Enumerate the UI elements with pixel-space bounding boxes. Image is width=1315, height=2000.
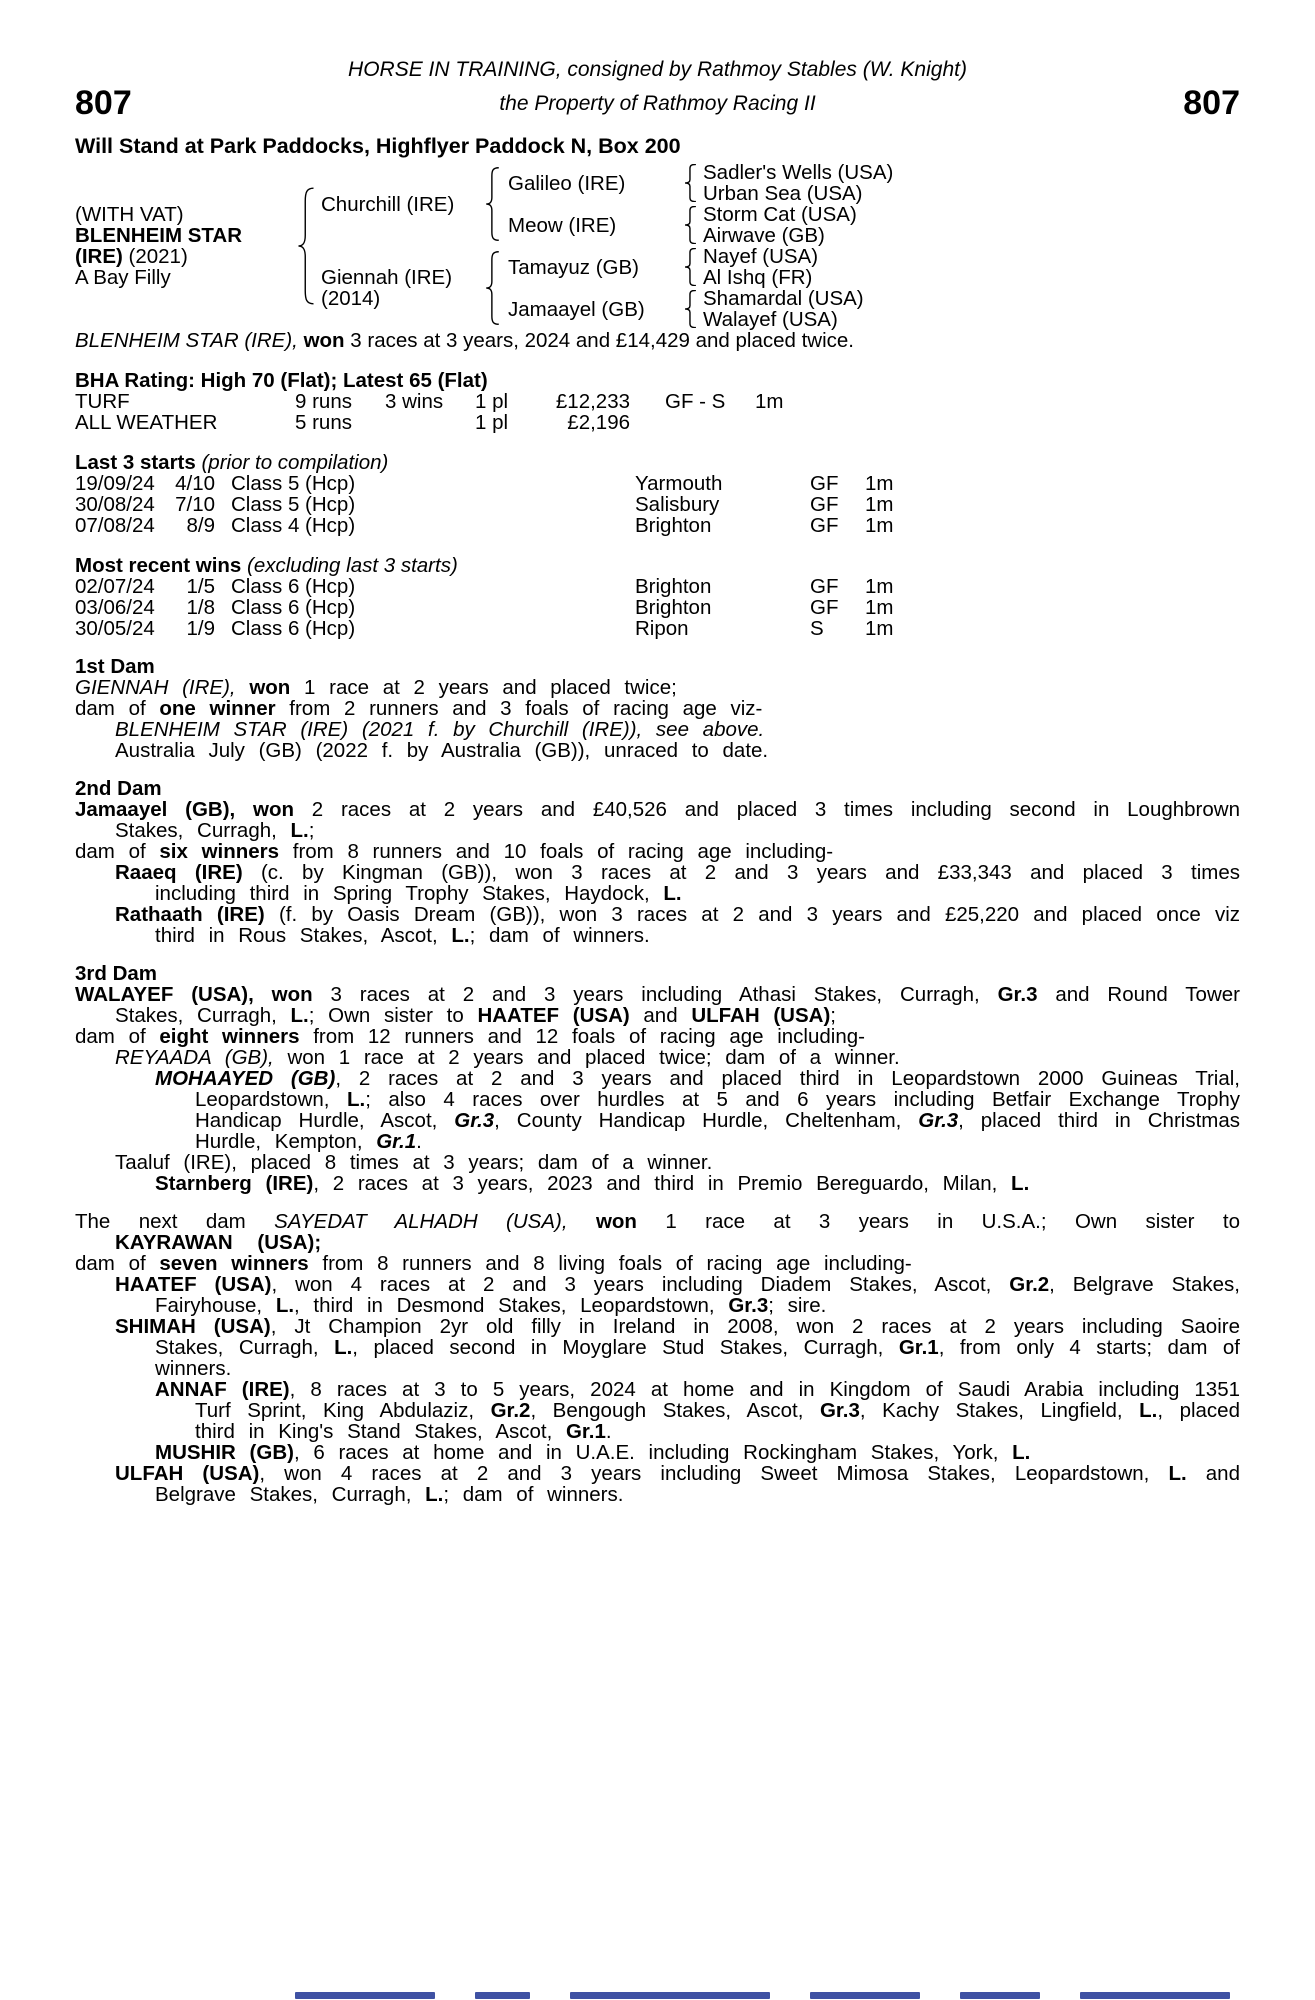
text-segment: dam of (75, 840, 160, 863)
text-segment: ANNAF (IRE) (155, 1378, 290, 1401)
cell-course: Ripon (635, 617, 689, 640)
ancestor-name: Airwave (GB) (703, 224, 825, 247)
cell-date: 07/08/24 (75, 514, 155, 537)
text-segment: , 8 races at 3 to 5 years, 2024 at home and in Kingdom of Saudi Arabia including 1351 Turf Sprint, King Abdulaziz, (195, 1378, 1241, 1422)
recent-wins-table (75, 576, 1240, 639)
text-segment: , placed second in Moyglare Stud Stakes, Curragh, (352, 1336, 899, 1359)
text-segment: L. (425, 1483, 444, 1506)
subject-summary (75, 330, 1240, 351)
text-segment: ; sire. (768, 1294, 827, 1317)
text-segment: won (595, 1210, 637, 1233)
pedigree-paragraph (75, 740, 1240, 761)
cell-wins (385, 412, 475, 433)
cell-cls: Class 5 (Hcp) (231, 472, 356, 495)
artifact-mark (1080, 1992, 1230, 1999)
text-segment: 1 race at 3 years in U.S.A.; Own sister to (636, 1210, 1240, 1233)
cell-date: 03/06/24 (75, 596, 155, 619)
brace-icon (485, 251, 500, 325)
cell-dist: 1m (865, 617, 894, 640)
sire-sire-name: Galileo (IRE) (508, 171, 626, 195)
cell-course: Salisbury (635, 493, 720, 516)
pedigree-paragraph (75, 984, 1240, 1026)
ancestor-name: Storm Cat (USA) (703, 203, 857, 226)
text-segment: Gr.3 (918, 1109, 959, 1132)
dam-sire-name: Tamayuz (GB) (508, 255, 639, 279)
text-segment: WALAYEF (USA), won (75, 983, 313, 1006)
text-segment: , placed third in King's Stand Stakes, Ascot, (195, 1399, 1240, 1443)
text-segment: . (605, 1420, 612, 1443)
cell-dist: 1m (865, 472, 894, 495)
last-starts-heading (75, 452, 1240, 473)
text-segment: L. (1168, 1462, 1187, 1485)
sire-dam-name: Meow (IRE) (508, 213, 617, 237)
text-segment: L. (451, 924, 470, 947)
pedigree-paragraph (75, 1173, 1240, 1194)
dam-dam-name: Jamaayel (GB) (508, 297, 645, 321)
bha-rating-heading: BHA Rating: High 70 (Flat); Latest 65 (Flat) (75, 369, 488, 392)
cell-course: Brighton (635, 596, 712, 619)
text-segment: ; dam of winners. (469, 924, 650, 947)
dam-grandparents (508, 246, 864, 330)
text-segment: ; also 4 races over hurdles at 5 and 6 years including Betfair Exchange Trophy Handicap Hurdle, Ascot, (195, 1088, 1240, 1132)
text-segment: , placed third in Christmas Hurdle, Kempton, (195, 1109, 1241, 1153)
pedigree-tree (75, 162, 1240, 330)
text-segment: (f. by Oasis Dream (GB)), won 3 races at 2 and 3 years and £25,220 and placed once viz third in Rous Stakes, Ascot, (155, 903, 1240, 947)
cell-going: GF (810, 514, 839, 537)
text-segment: and Belgrave Stakes, Curragh, (155, 1462, 1240, 1506)
artifact-mark (475, 1992, 530, 1999)
text-segment: SAYEDAT ALHADH (USA), (274, 1210, 596, 1233)
pedigree-paragraph (75, 904, 1240, 946)
pedigree-paragraph (75, 1068, 1240, 1152)
text-segment: , 2 races at 2 and 3 years and placed third in Leopardstown 2000 Guineas Trial, Leopardstown, (195, 1067, 1240, 1111)
text-segment: (c. by Kingman (GB)), won 3 races at 2 and 3 years and £33,343 and placed 3 times including third in Spring Trophy Stakes, Haydock, (155, 861, 1240, 905)
pedigree-paragraph (75, 862, 1240, 904)
section-heading: 1st Dam (75, 655, 155, 678)
text-segment: from 2 runners and 3 foals of racing age viz- (275, 697, 763, 720)
text-segment: from 8 runners and 10 foals of racing age including- (279, 840, 834, 863)
dam-sire-parents (703, 246, 818, 288)
dam-section (75, 963, 1240, 1194)
cell-pos: 4/10 (175, 472, 215, 495)
brace-icon (684, 206, 697, 244)
cell-going: S (810, 617, 824, 640)
stand-location-line: Will Stand at Park Paddocks, Highflyer Paddock N, Box 200 (75, 134, 681, 158)
text-segment: and Round Tower Stakes, Curragh, (115, 983, 1240, 1027)
dam-dam-branch (508, 288, 864, 330)
text-segment: eight winners (159, 1025, 300, 1048)
dam-branch (321, 246, 893, 330)
cell-course: Brighton (635, 575, 712, 598)
table-row (75, 412, 1240, 433)
sire-dam-branch (508, 204, 893, 246)
text-segment: L. (290, 819, 309, 842)
pedigree-paragraph (75, 1026, 1240, 1047)
text-segment: ULFAH (USA) (691, 1004, 831, 1027)
text-segment: SHIMAH (USA) (115, 1315, 271, 1338)
text-segment: HAATEF (USA) (477, 1004, 630, 1027)
cell-date: 30/08/24 (75, 493, 155, 516)
cell-going: GF (810, 472, 839, 495)
section-heading: 3rd Dam (75, 962, 158, 985)
ancestor-name: Walayef (USA) (703, 308, 838, 331)
text-segment: Gr.1 (376, 1130, 417, 1153)
text-segment: L. (346, 1088, 366, 1111)
pedigree-paragraph (75, 1379, 1240, 1442)
text-segment: Gr.3 (728, 1294, 769, 1317)
table-row (75, 473, 1240, 494)
sire-name (321, 194, 483, 215)
brace-icon (684, 164, 697, 202)
vat-note: (WITH VAT) (75, 203, 184, 226)
cell-cls: Class 5 (Hcp) (231, 493, 356, 516)
pedigree-paragraph (75, 1253, 1240, 1274)
brace-icon (684, 290, 697, 328)
dam-section (75, 1211, 1240, 1505)
text-segment: Raaeq (IRE) (115, 861, 243, 884)
dam-name (321, 267, 483, 309)
cell-dist: 1m (865, 493, 894, 516)
table-row (75, 391, 1240, 412)
cell-pl: 1 pl (475, 390, 509, 413)
pedigree-paragraph (75, 698, 1240, 719)
pedigree-paragraph (75, 799, 1240, 841)
text-segment: , Belgrave Stakes, Fairyhouse, (155, 1273, 1240, 1317)
cell-runs: 9 runs (295, 390, 352, 413)
cell-going: GF - S (665, 390, 726, 413)
sire-sire-parents (703, 162, 893, 204)
text-segment: BLENHEIM STAR (IRE) (2021 f. by Churchill (IRE)), see above. (115, 718, 765, 741)
text-segment: Gr.2 (490, 1399, 531, 1422)
pedigree-paragraph (75, 1047, 1240, 1068)
text-segment: ; dam of winners. (443, 1483, 624, 1506)
text-segment: , 2 races at 3 years, 2023 and third in Premio Bereguardo, Milan, (313, 1172, 1012, 1195)
cell-dist: 1m (755, 390, 784, 413)
sire-branch (321, 162, 893, 246)
cell-going: GF (810, 596, 839, 619)
cell-going (630, 412, 755, 433)
text-segment: L. (1012, 1441, 1031, 1464)
table-row (75, 618, 1240, 639)
cell-course: Yarmouth (635, 472, 723, 495)
sire-dam-parents (703, 204, 857, 246)
text-segment: one winner (159, 697, 276, 720)
cell-wins: 3 wins (385, 390, 444, 413)
text-segment: Gr.1 (565, 1420, 606, 1443)
text-segment: 1 race at 2 years and placed twice; (290, 676, 677, 699)
ancestor-name: Urban Sea (USA) (703, 182, 863, 205)
text-segment: . (416, 1130, 422, 1153)
cell-dist: 1m (865, 514, 894, 537)
ancestor-name: Shamardal (USA) (703, 287, 864, 310)
brace-icon (485, 167, 500, 241)
text-segment: ; (308, 819, 315, 842)
table-row (75, 597, 1240, 618)
text-segment: Gr.3 (819, 1399, 860, 1422)
cell-date: 30/05/24 (75, 617, 155, 640)
dam-section (75, 778, 1240, 946)
cell-pl: 1 pl (475, 411, 509, 434)
text-segment: , Bengough Stakes, Ascot, (530, 1399, 820, 1422)
text-segment: dam of (75, 1252, 160, 1275)
dam-sire-branch (508, 246, 864, 288)
text-segment: won (249, 676, 291, 699)
lot-row (75, 84, 1240, 122)
text-segment: Gr.1 (898, 1336, 939, 1359)
cell-going: GF (810, 575, 839, 598)
text-segment: from 8 runners and 8 living foals of racing age including- (308, 1252, 912, 1275)
text-segment: , Kachy Stakes, Lingfield, (859, 1399, 1140, 1422)
text-segment: Rathaath (IRE) (115, 903, 265, 926)
pedigree-sections (75, 656, 1240, 1505)
cell-pos: 1/5 (186, 575, 215, 598)
brace-icon (297, 187, 315, 305)
artifact-mark (295, 1992, 435, 1999)
text-segment: The next dam (75, 1210, 275, 1233)
sire-grandparents (508, 162, 893, 246)
text-segment: 2 races at 2 years and £40,526 and placed 3 times including second in Loughbrown Stakes, Curragh, (115, 798, 1240, 842)
text-segment: (2021) (122, 245, 188, 268)
pedigree-paragraph (75, 1211, 1240, 1253)
text-segment: ULFAH (USA) (115, 1462, 260, 1485)
cell-cls: Class 6 (Hcp) (231, 575, 356, 598)
recent-wins-block (75, 555, 1240, 639)
text-segment: , won 4 races at 2 and 3 years including Sweet Mimosa Stakes, Leopardstown, (259, 1462, 1169, 1485)
brace-icon (684, 248, 697, 286)
text-segment: Taaluf (IRE), placed 8 times at 3 years; dam of a winner. (115, 1151, 713, 1174)
text-segment: MUSHIR (GB) (155, 1441, 294, 1464)
cell-cls: Class 6 (Hcp) (231, 596, 356, 619)
text-segment: , won 4 races at 2 and 3 years including Diadem Stakes, Ascot, (271, 1273, 1010, 1296)
text-segment: from 12 runners and 12 foals of racing age including- (299, 1025, 865, 1048)
lot-number-right: 807 (1183, 84, 1240, 122)
text-segment: , Jt Champion 2yr old filly in Ireland in 2008, won 2 races at 2 years including Saoire Stakes, Curragh, (155, 1315, 1240, 1359)
text-segment: seven winners (159, 1252, 309, 1275)
pedigree-paragraph (75, 677, 1240, 698)
text-segment: ; (830, 1004, 836, 1027)
text-segment: dam of (75, 697, 160, 720)
pedigree-subject (75, 204, 295, 288)
text-segment: HAATEF (USA) (115, 1273, 272, 1296)
sire-name-text: Churchill (IRE) (321, 192, 455, 216)
text-segment: , third in Desmond Stakes, Leopardstown, (294, 1294, 729, 1317)
artifact-mark (960, 1992, 1040, 1999)
pedigree-parents (321, 162, 893, 330)
artifact-mark (810, 1992, 920, 1999)
text-segment: L. (334, 1336, 353, 1359)
text-segment: L. (1139, 1399, 1158, 1422)
cell-dist: 1m (865, 575, 894, 598)
subject-name: BLENHEIM STAR (75, 224, 243, 247)
page-edge-artifact (295, 1992, 1230, 1999)
ancestor-name: Nayef (USA) (703, 245, 819, 268)
bha-rating-block (75, 370, 1240, 433)
ancestor-name: Sadler's Wells (USA) (703, 161, 894, 184)
text-segment: won 1 race at 2 years and placed twice; dam of a winner. (287, 1046, 900, 1069)
text-segment: Gr.2 (1009, 1273, 1050, 1296)
last-starts-table (75, 473, 1240, 536)
text-segment: L. (290, 1004, 309, 1027)
dam-year: (2014) (321, 287, 381, 310)
consignor-line: HORSE IN TRAINING, consigned by Rathmoy Stables (W. Knight) (348, 58, 967, 81)
ancestor-name: Al Ishq (FR) (703, 266, 813, 289)
pedigree-paragraph (75, 1316, 1240, 1379)
cell-money: £12,233 (555, 390, 630, 413)
cell-going: GF (810, 493, 839, 516)
text-segment: BLENHEIM STAR (IRE), (75, 329, 304, 352)
cell-date: 02/07/24 (75, 575, 155, 598)
cell-dist (755, 412, 815, 433)
cell-label: TURF (75, 390, 130, 413)
cell-pos: 1/9 (186, 617, 215, 640)
cell-pos: 1/8 (186, 596, 215, 619)
heading-italic: (excluding last 3 starts) (241, 554, 458, 577)
text-segment: L. (663, 882, 682, 905)
text-segment: L. (275, 1294, 295, 1317)
dam-name-text: Giennah (IRE) (321, 266, 453, 289)
cell-money: £2,196 (567, 411, 630, 434)
text-segment: MOHAAYED (GB) (155, 1067, 336, 1090)
cell-runs: 5 runs (295, 411, 352, 434)
text-segment: Australia July (GB) (2022 f. by Australia (GB)), unraced to date. (115, 739, 769, 762)
text-segment: Starnberg (IRE) (155, 1172, 314, 1195)
recent-wins-heading (75, 555, 1240, 576)
cell-pos: 7/10 (175, 493, 215, 516)
heading-italic: (prior to compilation) (195, 451, 389, 474)
lot-number-left: 807 (75, 84, 132, 122)
text-segment: and (629, 1004, 692, 1027)
table-row (75, 515, 1240, 536)
cell-pos: 8/9 (186, 514, 215, 537)
text-segment: six winners (159, 840, 280, 863)
pedigree-paragraph (75, 1463, 1240, 1505)
text-segment: dam of (75, 1025, 160, 1048)
last-starts-block (75, 452, 1240, 536)
pedigree-paragraph (75, 1152, 1240, 1173)
text-segment: 3 races at 3 years, 2024 and £14,429 and placed twice. (344, 329, 855, 352)
text-segment: REYAADA (GB), (115, 1046, 288, 1069)
cell-date: 19/09/24 (75, 472, 155, 495)
text-segment: ; Own sister to (308, 1004, 478, 1027)
cell-dist: 1m (865, 596, 894, 619)
subject-description: A Bay Filly (75, 266, 171, 289)
text-segment: Gr.3 (454, 1109, 495, 1132)
text-segment: GIENNAH (IRE), (75, 676, 250, 699)
property-line: the Property of Rathmoy Racing II (499, 91, 816, 115)
text-segment: 3 races at 2 and 3 years including Athasi Stakes, Curragh, (312, 983, 998, 1006)
table-row (75, 576, 1240, 597)
subject-suffix (75, 246, 295, 267)
rating-table (75, 391, 1240, 433)
text-segment: L. (1011, 1172, 1030, 1195)
cell-label: ALL WEATHER (75, 411, 218, 434)
text-segment: Gr.3 (997, 983, 1038, 1006)
pedigree-paragraph (75, 1442, 1240, 1463)
cell-cls: Class 6 (Hcp) (231, 617, 356, 640)
cell-course: Brighton (635, 514, 712, 537)
text-segment: won (303, 329, 345, 352)
text-segment: Jamaayel (GB), won (75, 798, 294, 821)
pedigree-paragraph (75, 719, 1240, 740)
cell-cls: Class 4 (Hcp) (231, 514, 356, 537)
dam-section (75, 656, 1240, 761)
sire-sire-branch (508, 162, 893, 204)
dam-dam-parents (703, 288, 864, 330)
section-heading: 2nd Dam (75, 777, 162, 800)
text-segment: , County Handicap Hurdle, Cheltenham, (494, 1109, 919, 1132)
text-segment: , 6 races at home and in U.A.E. including Rockingham Stakes, York, (293, 1441, 1013, 1464)
pedigree-paragraph (75, 841, 1240, 862)
text-segment: KAYRAWAN (USA); (115, 1231, 322, 1254)
table-row (75, 494, 1240, 515)
text-segment: (IRE) (75, 245, 123, 268)
heading-bold: Most recent wins (75, 554, 242, 577)
text-segment: , from only 4 starts; dam of winners. (155, 1336, 1241, 1380)
heading-bold: Last 3 starts (75, 451, 196, 474)
pedigree-paragraph (75, 1274, 1240, 1316)
artifact-mark (570, 1992, 770, 1999)
